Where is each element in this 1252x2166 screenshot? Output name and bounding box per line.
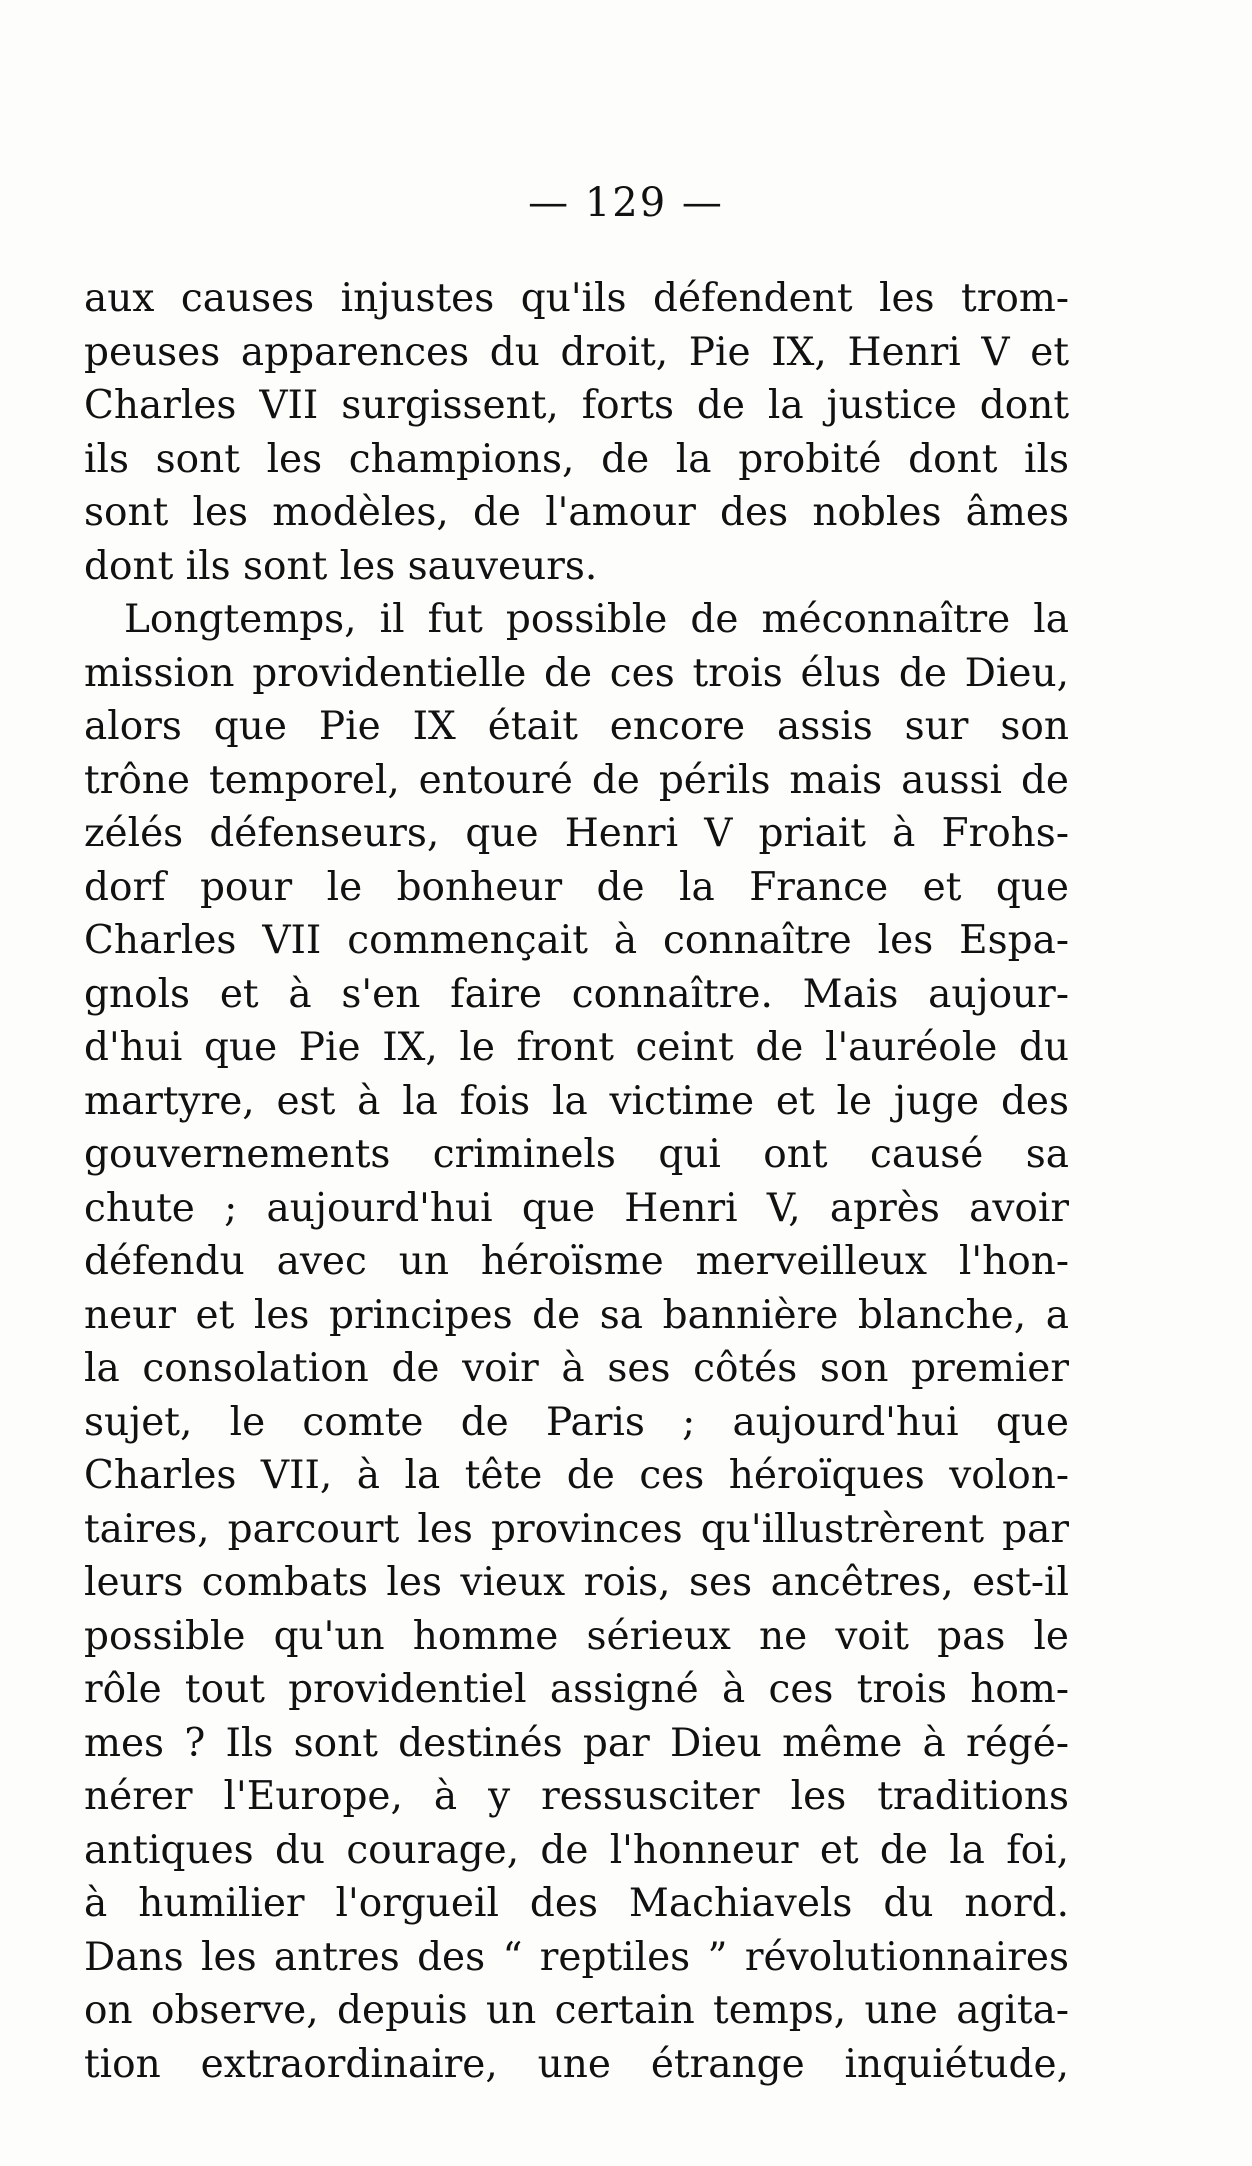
text-line: peuses apparences du droit, Pie IX, Henri V et	[84, 329, 1069, 375]
text-line: Charles VII, à la tête de ces héroïques volon-	[84, 1453, 1069, 1498]
text-line: rôle tout providentiel assigné à ces trois hom-	[84, 1667, 1069, 1712]
text-line: Longtemps, il fut possible de méconnaître la	[124, 597, 1069, 642]
text-line: possible qu'un homme sérieux ne voit pas le	[84, 1613, 1069, 1659]
text-line: nérer l'Europe, à y ressusciter les traditions	[84, 1774, 1069, 1819]
text-line: taires, parcourt les provinces qu'illustrèrent par	[84, 1506, 1069, 1552]
text-line: d'hui que Pie IX, le front ceint de l'auréole du	[84, 1025, 1069, 1070]
body-text	[84, 272, 1069, 2091]
text-line: neur et les principes de sa bannière blanche, a	[84, 1292, 1069, 1338]
text-line: aux causes injustes qu'ils défendent les trom-	[84, 276, 1069, 321]
text-line: on observe, depuis un certain temps, une agita-	[84, 1988, 1069, 2033]
text-line: mission providentielle de ces trois élus de Dieu,	[84, 650, 1069, 696]
text-line: mes ? Ils sont destinés par Dieu même à régé-	[84, 1720, 1069, 1766]
text-line: dont ils sont les sauveurs.	[84, 543, 598, 589]
text-line: trône temporel, entouré de périls mais aussi de	[84, 757, 1069, 803]
text-line: à humilier l'orgueil des Machiavels du nord.	[84, 1881, 1069, 1926]
text-line: chute ; aujourd'hui que Henri V, après avoir	[84, 1185, 1069, 1231]
text-line: sont les modèles, de l'amour des nobles âmes	[84, 490, 1069, 535]
text-line: zélés défenseurs, que Henri V priait à Frohs-	[84, 811, 1069, 856]
text-line: Dans les antres des “ reptiles ” révolutionnaires	[84, 1934, 1069, 1980]
text-line: gnols et à s'en faire connaître. Mais aujour-	[84, 971, 1069, 1017]
text-line: sujet, le comte de Paris ; aujourd'hui que	[84, 1399, 1069, 1445]
text-line: défendu avec un héroïsme merveilleux l'hon-	[84, 1239, 1069, 1284]
text-line: martyre, est à la fois la victime et le juge des	[84, 1078, 1069, 1124]
text-line: antiques du courage, de l'honneur et de la foi,	[84, 1827, 1069, 1873]
text-line: la consolation de voir à ses côtés son premier	[84, 1346, 1069, 1391]
text-line: gouvernements criminels qui ont causé sa	[84, 1132, 1069, 1177]
text-line: Charles VII surgissent, forts de la justice dont	[84, 383, 1069, 428]
text-line: tion extraordinaire, une étrange inquiétude,	[84, 2041, 1069, 2087]
text-line: Charles VII commençait à connaître les Espa-	[84, 918, 1069, 963]
text-line: ils sont les champions, de la probité dont ils	[84, 436, 1069, 482]
text-line: dorf pour le bonheur de la France et que	[84, 864, 1069, 910]
text-line: leurs combats les vieux rois, ses ancêtres, est-il	[84, 1560, 1069, 1605]
page-number: — 129 —	[528, 180, 724, 226]
text-line: alors que Pie IX était encore assis sur son	[84, 704, 1069, 749]
